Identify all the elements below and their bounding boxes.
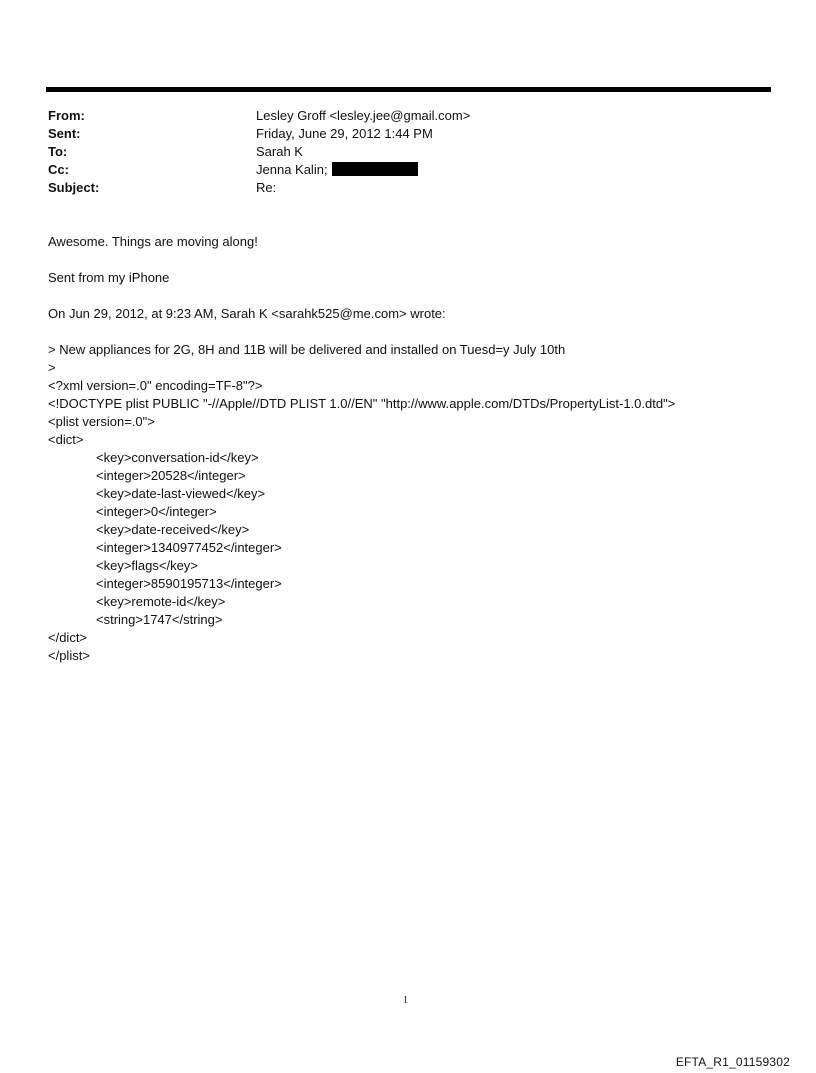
quoted-line: <integer>0</integer> [96, 504, 217, 519]
quoted-line: <integer>1340977452</integer> [96, 540, 282, 555]
header-cc [48, 161, 748, 179]
header-label-to: To: [48, 144, 68, 159]
header-value-cc-wrap [256, 161, 418, 179]
header-label-from: From: [48, 108, 85, 123]
quoted-line: <dict> [48, 432, 84, 447]
quoted-line: <key>date-received</key> [96, 522, 250, 537]
header-value-sent: Friday, June 29, 2012 1:44 PM [256, 126, 433, 141]
header-subject [48, 179, 748, 197]
quoted-line: > [48, 360, 56, 375]
quoted-line: <integer>8590195713</integer> [96, 576, 282, 591]
page-number: 1 [403, 995, 408, 1006]
header-sent [48, 125, 748, 143]
quoted-line: <string>1747</string> [96, 612, 223, 627]
header-label-cc: Cc: [48, 162, 69, 177]
email-headers [48, 107, 748, 197]
header-from [48, 107, 748, 125]
quoted-line: <key>flags</key> [96, 558, 198, 573]
body-line-reply-attribution: On Jun 29, 2012, at 9:23 AM, Sarah K <sarahk525@me.com> wrote: [48, 306, 446, 321]
quoted-line: <key>remote-id</key> [96, 594, 226, 609]
body-line-sent-from-iphone: Sent from my iPhone [48, 270, 170, 285]
quoted-message [48, 341, 675, 665]
quoted-line: <?xml version=.0" encoding=TF-8"?> [48, 378, 263, 393]
quoted-line: <key>date-last-viewed</key> [96, 486, 266, 501]
top-rule [46, 87, 771, 92]
quoted-line: </dict> [48, 630, 88, 645]
header-value-from: Lesley Groff <lesley.jee@gmail.com> [256, 108, 471, 123]
header-value-subject: Re: [256, 180, 277, 195]
quoted-line: <plist version=.0"> [48, 414, 155, 429]
quoted-line: <integer>20528</integer> [96, 468, 246, 483]
quoted-line: > New appliances for 2G, 8H and 11B will be delivered and installed on Tuesd=y July 10th [48, 342, 566, 357]
body-line-awesome: Awesome. Things are moving along! [48, 234, 258, 249]
quoted-line: <key>conversation-id</key> [96, 450, 259, 465]
bates-number: EFTA_R1_01159302 [675, 1055, 790, 1069]
header-label-sent: Sent: [48, 126, 81, 141]
quoted-line: </plist> [48, 648, 90, 663]
redaction-box [332, 162, 418, 176]
header-value-to: Sarah K [256, 144, 303, 159]
header-value-cc: Jenna Kalin; [256, 162, 328, 177]
header-label-subject: Subject: [48, 180, 100, 195]
header-to [48, 143, 748, 161]
quoted-line: <!DOCTYPE plist PUBLIC "-//Apple//DTD PLIST 1.0//EN" "http://www.apple.com/DTDs/PropertyList-1.0.dtd"> [48, 396, 676, 411]
